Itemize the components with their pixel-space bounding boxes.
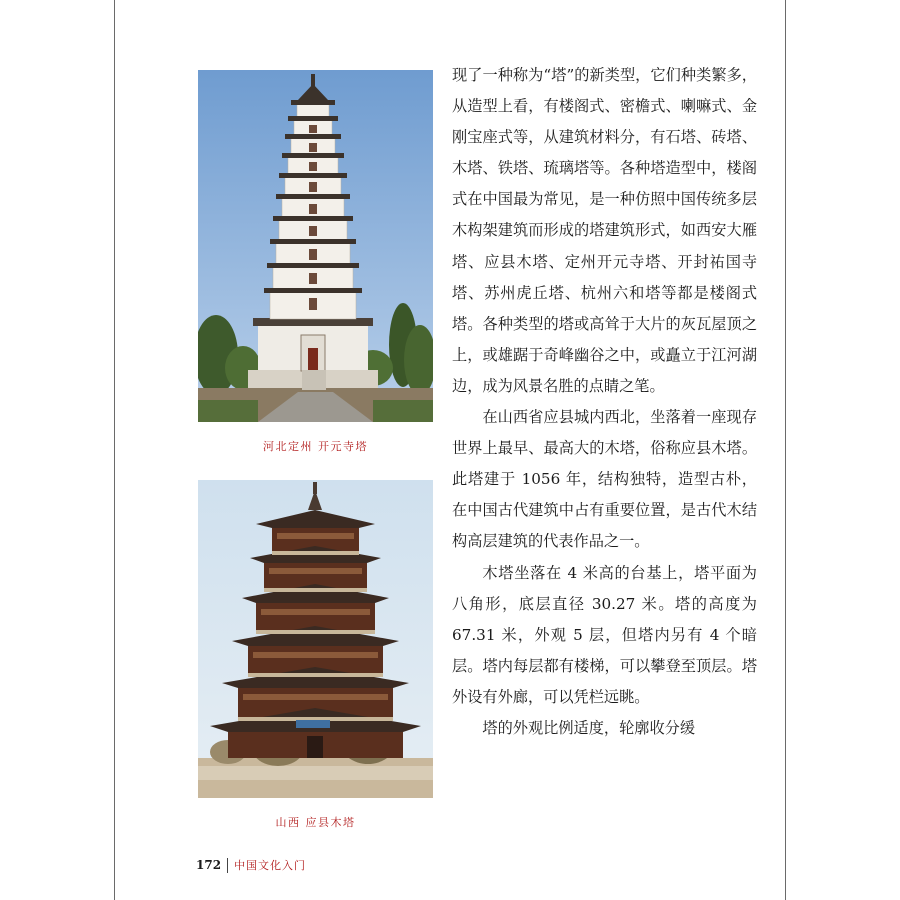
- paragraph-4: 塔的外观比例适度，轮廓收分缓: [482, 718, 696, 737]
- paragraph-1: 现了一种称为“塔”的新类型，它们种类繁多，从造型上看，有楼阁式、密檐式、喇嘛式、金刚宝座式等，从建筑材料分，有石塔、砖塔、木塔、铁塔、琉璃塔等。各种塔造型中，楼阁式在中国最为常见，是一种仿照中国传统多层木构架建筑而形成的塔建筑形式，如西安大雁塔、应县木塔、定州开元寺塔、开封祐国寺塔、苏州虎丘塔、杭州六和塔等都是楼阁式塔。各种类型的塔或高耸于大片的灰瓦屋顶之上，或雄踞于奇峰幽谷之中，或矗立于江河湖边，成为风景名胜的点睛之笔。: [452, 66, 757, 395]
- footer-divider: [227, 858, 228, 873]
- paragraph-3: 木塔坐落在 4 米高的台基上，塔平面为八角形，底层直径 30.27 米。塔的高度为 67.31 米，外观 5 层，但塔内另有 4 个暗层。塔内每层都有楼梯，可以攀登至顶层。塔外设有外廊，可以凭栏远眺。: [452, 563, 757, 706]
- figure-caption-1: 河北定州 开元寺塔: [263, 440, 368, 453]
- photo-kaiyuan-temple-pagoda: [198, 70, 433, 422]
- page-number: 172: [196, 858, 222, 872]
- paragraph-2: 在山西省应县城内西北，坐落着一座现存世界上最早、最高大的木塔，俗称应县木塔。此塔建于 1056 年，结构独特，造型古朴，在中国古代建筑中占有重要位置，是古代木结构高层建筑的代表作品之一。: [452, 408, 757, 551]
- body-text: [452, 60, 757, 744]
- page-footer: [196, 857, 306, 873]
- book-title: 中国文化入门: [234, 859, 307, 872]
- figure-caption-2: 山西 应县木塔: [275, 816, 356, 829]
- photo-yingxian-wooden-pagoda: [198, 480, 433, 798]
